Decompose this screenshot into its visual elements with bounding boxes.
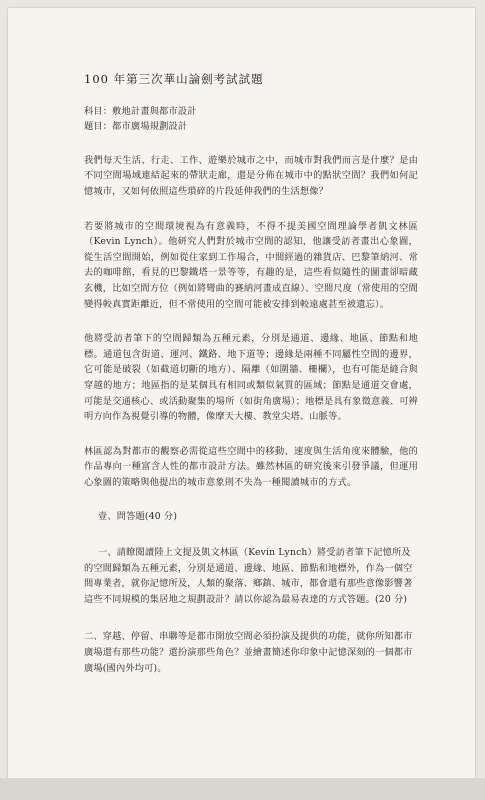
subject-line: 科目：敷地計畫與都市設計	[84, 105, 197, 117]
lynch-paragraph: 若要將城市的空間環境視為有意義時，不得不提美國空間理論學者凱文林區（Kevin Lynch）。他研究人們對於城市空間的認知，他讓受訪者畫出心象圖，從生活空間開始，例如從住家到工作場合，中間經過的雜貨店、巴黎筆納河、常去的咖啡館，看見的巴黎鐵塔一景等等，有趣的是，這些看似隨性的圖畫卻暗藏玄機，比如空間方位（例如將彎曲的賽納河畫成直線）、空間尺度（常使用的空間變得較真實距離近，但不常使用的空間可能被安排到較遠處甚至被遺忘）。	[84, 220, 418, 310]
exam-title: 100 年第三次華山論劍考試試題	[84, 72, 264, 86]
conclusion-paragraph: 林區認為對都市的觀察必需從這些空間中的移動、速度與生活角度來體驗，他的作品專向一種富含人性的都市設計方法。雖然林區的研究後來引發爭議，但運用心象圖的策略與他提出的城市意象則不失為一種閱讀城市的方式。	[84, 445, 418, 488]
intro-paragraph: 我們每天生活、行走、工作、遊樂於城市之中，而城市對我們而言是什麼？是由不同空間場域連結起來的帶狀走廊，還是分佈在城市中的點狀空間？我們如何記憶城市，又如何依照這些瑣碎的片段延伸我們的生活想像？	[84, 154, 418, 197]
question-2: 二、穿越、停留、串聯等是都市開放空間必須扮演及提供的功能，就你所知都市廣場還有那些功能？還扮演那些角色？並繪畫簡述你印象中記憶深刻的一個都市廣場(國內外均可)。	[84, 631, 413, 674]
scan-bottom-edge	[0, 778, 485, 800]
question-1: 一、請瞭閱讀陸上文提及凱文林區（Kevin Lynch）將受訪者筆下記憶所及的空間歸類為五種元素，分別是通道、邊緣、地區、節點和地標外，作為一個空間專業者，就你記憶所及，人類的聚落、鄉鎮、城市，都會還有那些意像影響著這些不同規模的集居地之規劃設計？請以你認為最易表達的方式答題。(20 分)	[84, 547, 413, 605]
elements-paragraph: 他將受訪者筆下的空間歸類為五種元素，分別是通道、邊緣、地區、節點和地標。通道包含街道、運河、鐵路、地下道等；邊緣是兩種不同屬性空間的邊界，它可能是破裂（如截道切斷的地方）、隔離（如圍牆、柵欄），也有可能是縫合與穿越的地方；地區指的是某個具有相同或類似氣質的區域；節點是通道交會處，可能是交通核心、或活動聚集的場所（如街角廣場）；地標是具有象徵意義、可辨明方向作為視覺引導的物體，像摩天大樓、教堂尖塔、山脈等。	[84, 333, 418, 423]
document-content	[84, 72, 418, 698]
topic-line: 題目：都市廣場規劃設計	[84, 121, 188, 133]
exam-page	[8, 8, 475, 778]
section-heading: 壹、問答題(40 分)	[98, 511, 178, 523]
